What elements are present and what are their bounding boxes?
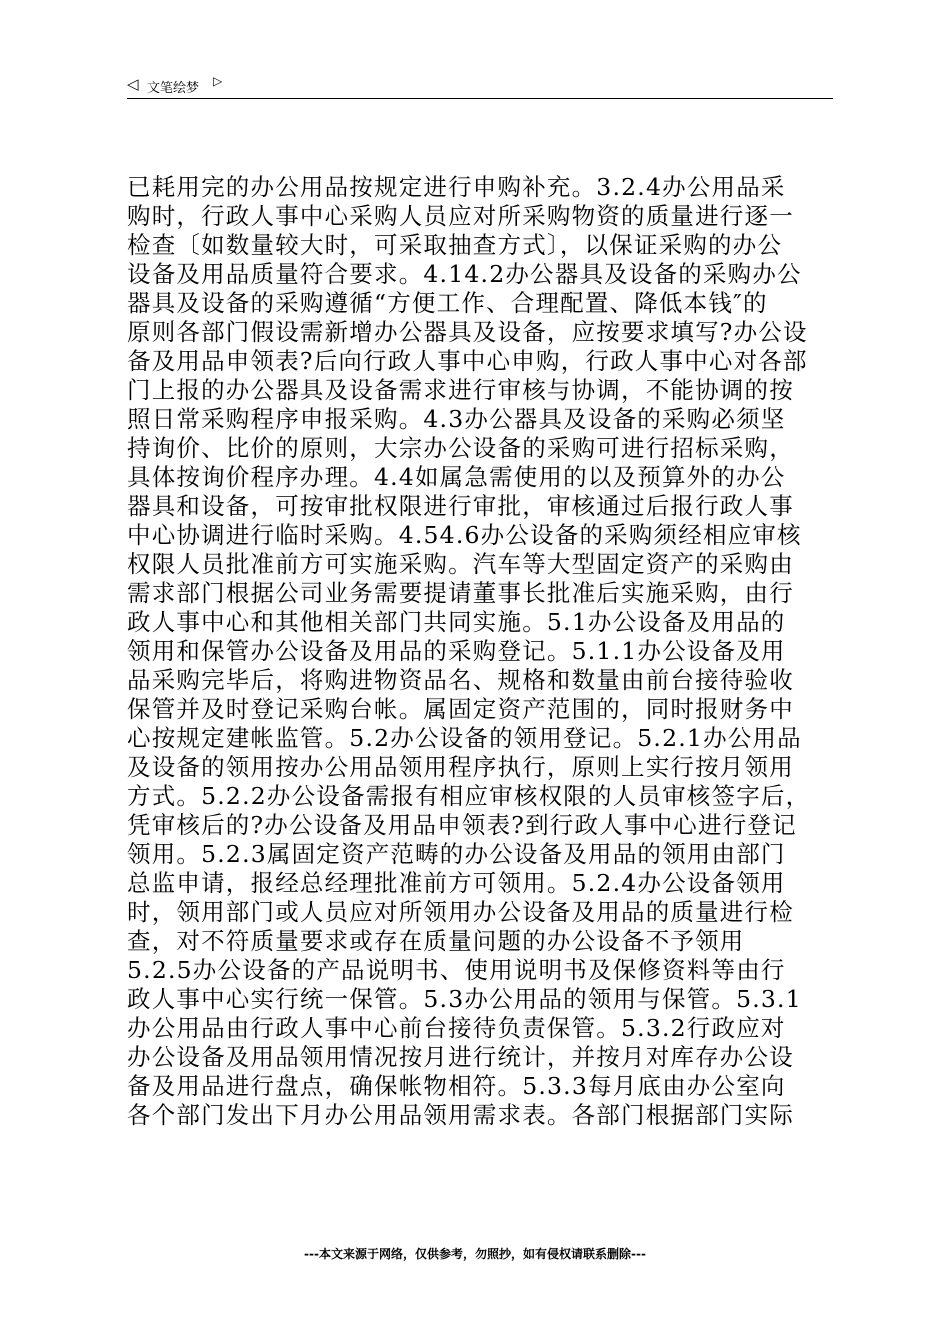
- text-line: 政人事中心实行统一保管。5.3办公用品的领用与保管。5.3.1: [127, 985, 802, 1013]
- text-line: 持询价、比价的原则，大宗办公设备的采购可进行招标采购，: [127, 434, 794, 462]
- page-header: [127, 74, 833, 99]
- text-line: 领用。5.2.3属固定资产范畴的办公设备及用品的领用由部门: [127, 840, 786, 868]
- text-line: 权限人员批准前方可实施采购。汽车等大型固定资产的采购由: [127, 550, 794, 578]
- text-line: 心按规定建帐监管。5.2办公设备的领用登记。5.2.1办公用品: [127, 724, 802, 752]
- text-line: 领用和保管办公设备及用品的采购登记。5.1.1办公设备及用: [127, 637, 786, 665]
- text-line: 照日常采购程序申报采购。4.3办公器具及设备的采购必须坚: [127, 405, 786, 433]
- text-line: 政人事中心和其他相关部门共同实施。5.1办公设备及用品的: [127, 608, 786, 636]
- text-line: 办公设备及用品领用情况按月进行统计，并按月对库存办公设: [127, 1043, 794, 1071]
- text-line: 备及用品进行盘点，确保帐物相符。5.3.3每月底由办公室向: [127, 1072, 786, 1100]
- header-title: 文笔绘梦: [147, 81, 200, 96]
- text-line: 保管并及时登记采购台帐。属固定资产范围的，同时报财务中: [127, 695, 794, 723]
- text-line: 方式。5.2.2办公设备需报有相应审核权限的人员审核签字后，: [127, 782, 811, 810]
- triangle-left-icon: ◁: [127, 75, 139, 93]
- text-line: 及设备的领用按办公用品领用程序执行，原则上实行按月领用: [127, 753, 794, 781]
- text-line: 备及用品申领表?后向行政人事中心申购，行政人事中心对各部: [127, 347, 808, 375]
- text-line: 凭审核后的?办公设备及用品申领表?到行政人事中心进行登记: [127, 811, 797, 839]
- footer-disclaimer: ---本文来源于网络，仅供参考，勿照抄，如有侵权请联系删除---: [304, 1247, 646, 1261]
- text-line: 办公用品由行政人事中心前台接待负责保管。5.3.2行政应对: [127, 1014, 786, 1042]
- text-line: 原则各部门假设需新增办公器具及设备，应按要求填写?办公设: [127, 318, 808, 346]
- text-line: 门上报的办公器具及设备需求进行审核与协调，不能协调的按: [127, 376, 794, 404]
- text-line: 设备及用品质量符合要求。4.14.2办公器具及设备的采购办公: [127, 260, 802, 288]
- text-line: 中心协调进行临时采购。4.54.6办公设备的采购须经相应审核: [127, 521, 802, 549]
- triangle-right-icon: ▷: [213, 74, 223, 88]
- text-line: 查，对不符质量要求或存在质量问题的办公设备不予领用: [127, 927, 745, 955]
- text-line: 5.2.5办公设备的产品说明书、使用说明书及保修资料等由行: [127, 956, 786, 984]
- text-line: 购时，行政人事中心采购人员应对所采购物资的质量进行逐一: [127, 202, 794, 230]
- text-line: 时，领用部门或人员应对所领用办公设备及用品的质量进行检: [127, 898, 794, 926]
- text-line: 已耗用完的办公用品按规定进行申购补充。3.2.4办公用品采: [127, 173, 786, 201]
- text-line: 器具及设备的采购遵循“方便工作、合理配置、降低本钱″的: [127, 289, 768, 317]
- text-line: 总监申请，报经总经理批准前方可领用。5.2.4办公设备领用: [127, 869, 786, 897]
- text-line: 需求部门根据公司业务需要提请董事长批准后实施采购，由行: [127, 579, 794, 607]
- text-line: 器具和设备，可按审批权限进行审批，审核通过后报行政人事: [127, 492, 794, 520]
- text-line: 各个部门发出下月办公用品领用需求表。各部门根据部门实际: [127, 1101, 794, 1129]
- text-line: 品采购完毕后，将购进物资品名、规格和数量由前台接待验收: [127, 666, 794, 694]
- text-line: 检查〔如数量较大时，可采取抽查方式〕，以保证采购的办公: [127, 231, 783, 259]
- body-text: [127, 173, 839, 1130]
- text-line: 具体按询价程序办理。4.4如属急需使用的以及预算外的办公: [127, 463, 786, 491]
